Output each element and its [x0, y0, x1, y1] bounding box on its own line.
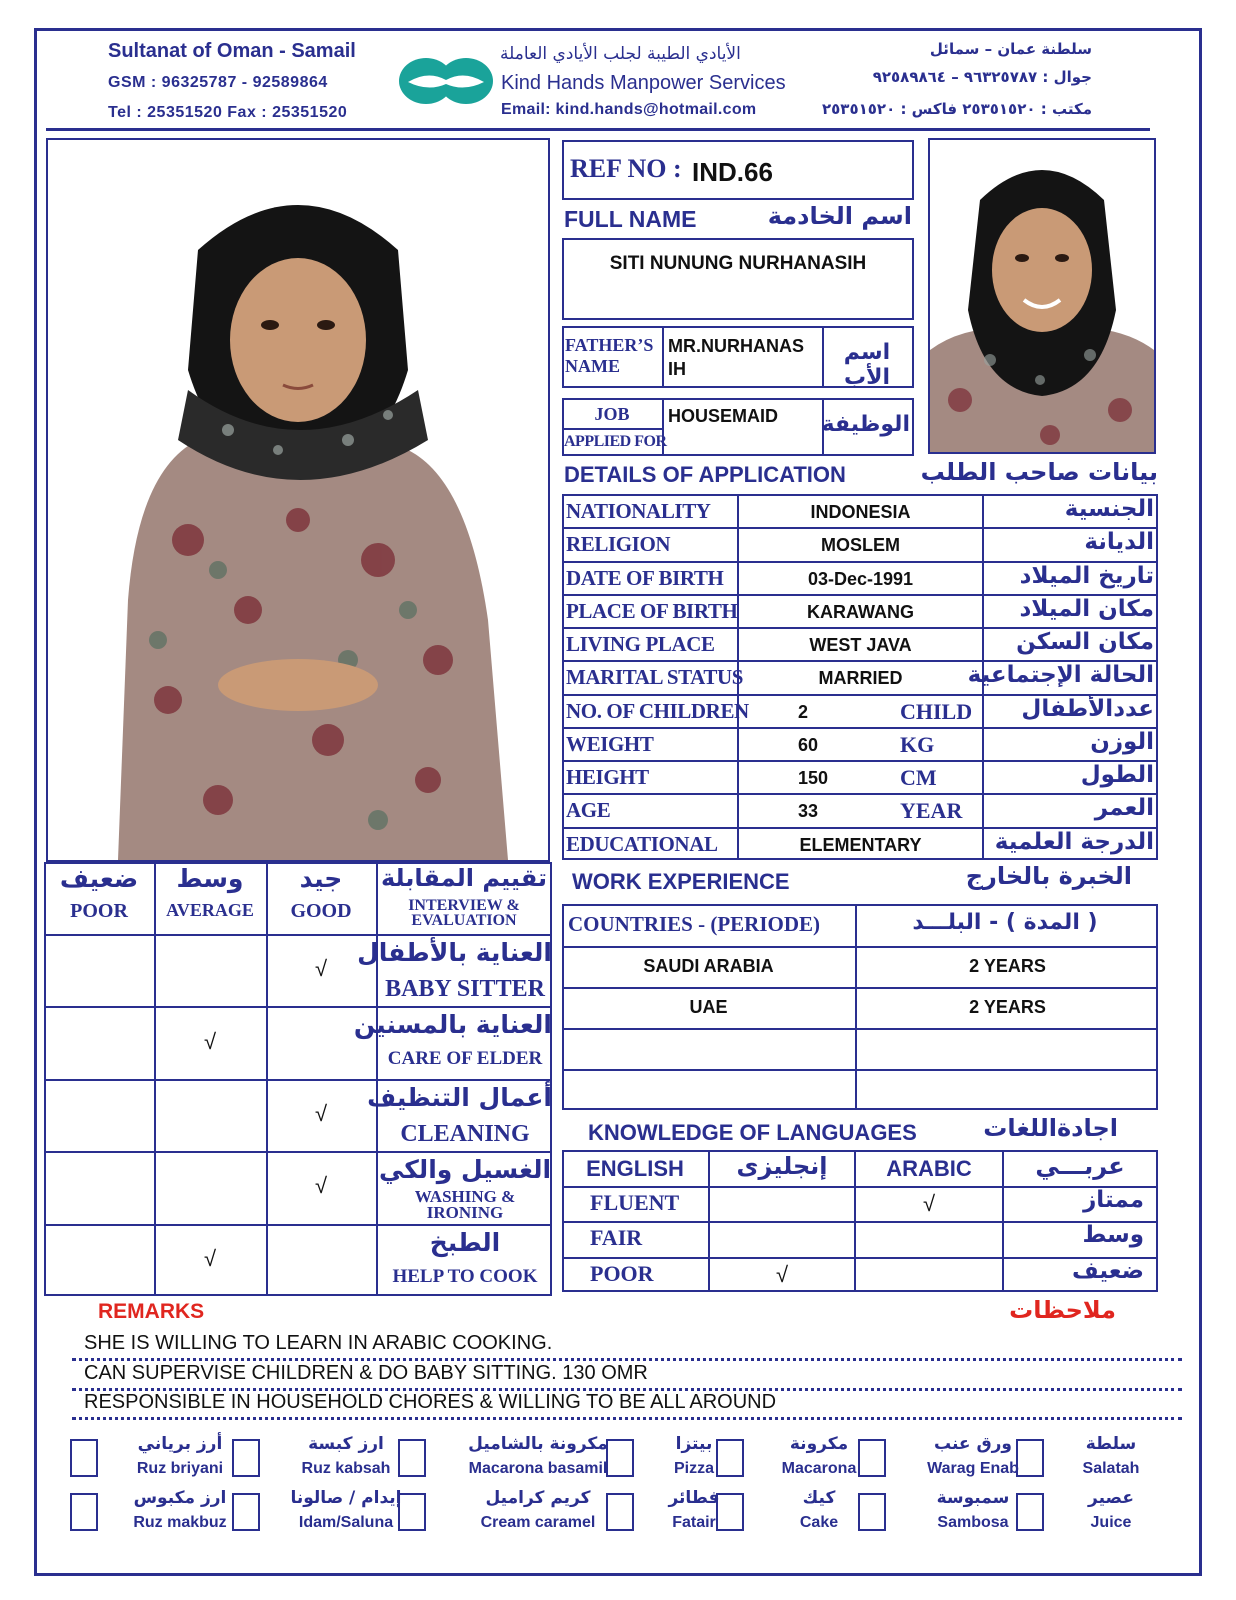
full-name-value: SITI NUNUNG NURHANASIH: [609, 253, 867, 274]
details-label: MARITAL STATUS: [566, 665, 744, 690]
eval-skill-en: HELP TO COOK: [392, 1265, 538, 1287]
dish-name-ar: كريم كراميل: [485, 1488, 591, 1508]
dish-name-ar: عصير: [1088, 1488, 1134, 1508]
father-value-1: MR.NURHANAS: [668, 336, 804, 356]
header-company-ar: الأيادي الطيبة لجلب الأيادي العاملة: [500, 44, 741, 64]
dish-name-ar: كيك: [802, 1488, 836, 1508]
dish-checkbox[interactable]: [858, 1439, 886, 1477]
remark-line-2: CAN SUPERVISE CHILDREN & DO BABY SITTING. 130 OMR: [84, 1362, 648, 1384]
dish-checkbox[interactable]: [232, 1439, 260, 1477]
work-title-ar: الخبرة بالخارج: [965, 862, 1132, 890]
dish-name-ar: ارز مكبوس: [133, 1488, 227, 1508]
details-unit: YEAR: [900, 798, 963, 824]
work-header-divider: [562, 946, 1158, 948]
details-unit: CM: [900, 765, 937, 791]
eval-header-ar: جيد: [299, 864, 343, 893]
lang-level-ar: ضعيف: [1072, 1257, 1144, 1284]
eval-skill-en: CLEANING: [400, 1120, 530, 1147]
dish-name-ar: فطائر: [668, 1488, 720, 1508]
lang-arabic-mark: √: [922, 1191, 936, 1216]
remark-dotline-3: [72, 1417, 1182, 1420]
dish-checkbox[interactable]: [70, 1493, 98, 1531]
details-label: AGE: [566, 798, 611, 823]
father-label-1: FATHER’S: [565, 335, 654, 355]
lang-level: POOR: [590, 1260, 654, 1286]
details-unit: KG: [900, 731, 935, 757]
details-label: DATE OF BIRTH: [566, 565, 724, 590]
details-label: LIVING PLACE: [566, 632, 715, 657]
eval-row-divider: [44, 1151, 552, 1153]
header-location-ar: سلطنة عمان – سمائل: [929, 40, 1092, 58]
lang-level: FLUENT: [590, 1190, 680, 1215]
lang-level-ar: ممتاز: [1083, 1187, 1144, 1213]
eval-check-mark: √: [203, 1028, 217, 1054]
work-title: WORK EXPERIENCE: [572, 869, 790, 894]
details-label-ar: الديانة: [1084, 529, 1154, 556]
work-col1-header: COUNTRIES - (PERIODE): [568, 912, 821, 936]
ref-label: REF NO :: [570, 154, 682, 183]
header-gsm: GSM : 96325787 - 92589864: [108, 74, 328, 91]
eval-header-en: INTERVIEW & EVALUATION: [408, 897, 520, 929]
header-company-en: Kind Hands Manpower Services: [501, 72, 786, 94]
remark-line-1: SHE IS WILLING TO LEARN IN ARABIC COOKING.: [84, 1332, 553, 1354]
lang-level-ar: وسط: [1082, 1222, 1144, 1249]
eval-header-divider: [44, 934, 552, 936]
dish-name-ar: ارز كبسة: [308, 1434, 384, 1454]
details-label-ar: عددالأطفال: [1021, 695, 1154, 722]
header-divider: [46, 128, 1150, 131]
eval-skill-ar: أعمال التنظيف: [367, 1082, 552, 1112]
details-label: RELIGION: [566, 532, 671, 557]
dish-name-en: Salatah: [1082, 1460, 1140, 1477]
dish-name-ar: ورق عنب: [933, 1434, 1013, 1454]
work-table: [562, 904, 1158, 1110]
details-label-ar: العمر: [1094, 795, 1154, 822]
details-value: 150: [798, 768, 829, 789]
lang-english-header: ENGLISH: [586, 1156, 684, 1181]
header-gsm-ar: جوال : ٩٦٣٢٥٧٨٧ – ٩٢٥٨٩٨٦٤: [872, 68, 1092, 86]
details-value: MARRIED: [818, 668, 903, 689]
eval-header-en: GOOD: [290, 900, 352, 922]
dish-checkbox[interactable]: [858, 1493, 886, 1531]
evaluation-table: [44, 862, 552, 1296]
details-label-ar: الوزن: [1090, 728, 1154, 755]
eval-skill-en: WASHING & IRONING: [414, 1187, 516, 1223]
lang-english-header-ar: إنجليزى: [736, 1152, 828, 1180]
ref-value: IND.66: [692, 157, 773, 187]
work-row-divider: [562, 1069, 1158, 1071]
eval-skill-ar: الطبخ: [429, 1227, 501, 1257]
dish-name-ar: مكرونة بالشاميل: [468, 1434, 608, 1454]
job-value: HOUSEMAID: [668, 406, 779, 426]
father-label-2: NAME: [565, 356, 620, 376]
details-title: DETAILS OF APPLICATION: [564, 462, 846, 487]
languages-title-ar: اجادةاللغات: [983, 1114, 1118, 1142]
lang-english-mark: √: [775, 1261, 789, 1287]
dish-checkbox[interactable]: [398, 1439, 426, 1477]
dish-name-en: Warag Enab: [927, 1460, 1019, 1477]
details-label-ar: الجنسية: [1064, 496, 1154, 522]
eval-header-ar: تقييم المقابلة: [380, 864, 548, 892]
eval-skill-ar: العناية بالأطفال: [357, 938, 552, 967]
father-value-2: IH: [668, 359, 686, 379]
eval-header-ar: ضعيف: [59, 864, 139, 893]
details-title-ar: بيانات صاحب الطلب: [920, 458, 1158, 486]
remarks-label: REMARKS: [98, 1300, 205, 1323]
details-label-ar: تاريخ الميلاد: [1019, 562, 1154, 589]
dish-name-en: Ruz kabsah: [301, 1460, 391, 1477]
details-value: KARAWANG: [807, 601, 914, 622]
dish-checkbox[interactable]: [716, 1439, 744, 1477]
eval-row-divider: [44, 1006, 552, 1008]
work-row-divider: [562, 987, 1158, 989]
work-period: 2 YEARS: [969, 956, 1046, 976]
dish-checkbox[interactable]: [1016, 1493, 1044, 1531]
details-label-ar: مكان الميلاد: [1019, 595, 1154, 622]
header-email: Email: kind.hands@hotmail.com: [501, 101, 757, 118]
dish-name-en: Macarona: [781, 1460, 857, 1477]
eval-header-en: POOR: [70, 900, 128, 922]
details-value: 33: [798, 801, 819, 822]
remarks-label-ar: ملاحظات: [1009, 1296, 1116, 1324]
remark-line-3: RESPONSIBLE IN HOUSEHOLD CHORES & WILLING TO BE ALL AROUND: [84, 1391, 777, 1413]
languages-title: KNOWLEDGE OF LANGUAGES: [588, 1120, 917, 1145]
eval-header-en: AVERAGE: [166, 900, 254, 920]
dish-name-en: Cream caramel: [480, 1514, 596, 1531]
work-col2-header: ( المدة ) - البلـــد: [912, 910, 1098, 935]
dish-name-ar: بيتزا: [675, 1434, 713, 1454]
dish-checkbox[interactable]: [398, 1493, 426, 1531]
work-country: UAE: [689, 997, 728, 1017]
details-label: NATIONALITY: [566, 499, 711, 523]
dish-checkbox[interactable]: [232, 1493, 260, 1531]
dish-name-en: Pizza: [673, 1460, 714, 1477]
work-country: SAUDI ARABIA: [643, 956, 774, 976]
details-label: PLACE OF BIRTH: [566, 598, 738, 623]
dish-checkbox[interactable]: [716, 1493, 744, 1531]
dish-checkbox[interactable]: [606, 1439, 634, 1477]
eval-skill-en: BABY SITTER: [385, 976, 545, 1002]
eval-skill-ar: الغسيل والكي: [378, 1155, 552, 1185]
full-name-box: [562, 238, 914, 320]
eval-check-mark: √: [203, 1245, 217, 1271]
dish-checkbox[interactable]: [70, 1439, 98, 1477]
dish-checkbox[interactable]: [1016, 1439, 1044, 1477]
eval-skill-ar: العناية بالمسنين: [353, 1010, 552, 1040]
dish-name-en: Ruz briyani: [136, 1460, 224, 1477]
header-tel-ar: مكتب : ٢٥٣٥١٥٢٠ فاكس : ٢٥٣٥١٥٢٠: [821, 100, 1092, 118]
details-value: 60: [798, 734, 819, 755]
dish-name-en: Sambosa: [937, 1514, 1009, 1531]
details-value: 03-Dec-1991: [807, 568, 914, 589]
details-value: ELEMENTARY: [799, 834, 922, 855]
dish-name-ar: أرز برياني: [137, 1434, 223, 1454]
details-value: WEST JAVA: [809, 635, 912, 656]
dish-checkbox[interactable]: [606, 1493, 634, 1531]
details-label-ar: الحالة الإجتماعية: [967, 662, 1154, 689]
details-value: 2: [798, 701, 809, 722]
job-label-ar: الوظيفة: [821, 412, 910, 437]
eval-header-ar: وسط: [176, 864, 244, 893]
details-label-ar: مكان السكن: [1016, 629, 1154, 656]
dish-name-en: Cake: [799, 1514, 839, 1531]
job-label-2: APPLIED FOR: [564, 433, 667, 450]
eval-row-divider: [44, 1224, 552, 1226]
dish-name-en: Juice: [1090, 1514, 1132, 1531]
details-value: INDONESIA: [810, 502, 911, 522]
dish-name-en: Ruz makbuz: [133, 1514, 227, 1531]
job-label-divider: [562, 428, 664, 430]
eval-check-mark: √: [314, 956, 328, 982]
details-table: [562, 494, 1158, 860]
full-name-label: FULL NAME: [564, 206, 697, 232]
eval-check-mark: √: [314, 1173, 328, 1199]
dish-name-ar: سلطة: [1085, 1434, 1137, 1454]
work-row-divider: [562, 1028, 1158, 1030]
full-body-photo: [46, 138, 550, 862]
father-label-ar: اسم الأب: [843, 340, 891, 390]
details-unit: CHILD: [900, 698, 973, 724]
header-tel: Tel : 25351520 Fax : 25351520: [108, 104, 348, 121]
details-label: NO. OF CHILDREN: [566, 698, 749, 723]
work-period: 2 YEARS: [969, 997, 1046, 1017]
father-divider-1: [662, 326, 664, 388]
lang-level: FAIR: [590, 1225, 643, 1251]
details-value: MOSLEM: [821, 535, 900, 556]
job-label-1: JOB: [594, 404, 630, 424]
dish-name-en: Fatair: [672, 1514, 716, 1531]
dish-name-en: Idam/Saluna: [298, 1514, 394, 1531]
portrait-photo: [928, 138, 1156, 454]
dish-name-ar: سمبوسة: [936, 1488, 1010, 1508]
details-label-ar: الدرجة العلمية: [994, 828, 1154, 855]
details-label: WEIGHT: [566, 731, 654, 756]
eval-row-divider: [44, 1079, 552, 1081]
dish-name-ar: مكرونة: [789, 1434, 849, 1454]
logo-hands-icon: [398, 56, 494, 106]
eval-check-mark: √: [314, 1101, 328, 1126]
lang-arabic-header-ar: عربـــي: [1035, 1152, 1125, 1180]
dish-name-en: Macarona basamil: [468, 1460, 608, 1477]
dish-name-ar: إيدام / صالونا: [290, 1488, 402, 1508]
details-label: EDUCATIONAL: [566, 831, 718, 856]
eval-skill-en: CARE OF ELDER: [387, 1048, 543, 1070]
lang-arabic-header: ARABIC: [886, 1156, 972, 1181]
languages-table: [562, 1150, 1158, 1292]
remark-dotline-1: [72, 1358, 1182, 1361]
full-name-label-ar: اسم الخادمة: [767, 202, 912, 230]
details-label-ar: الطول: [1080, 762, 1154, 789]
details-label: HEIGHT: [566, 765, 649, 790]
header-location: Sultanat of Oman - Samail: [108, 40, 356, 62]
